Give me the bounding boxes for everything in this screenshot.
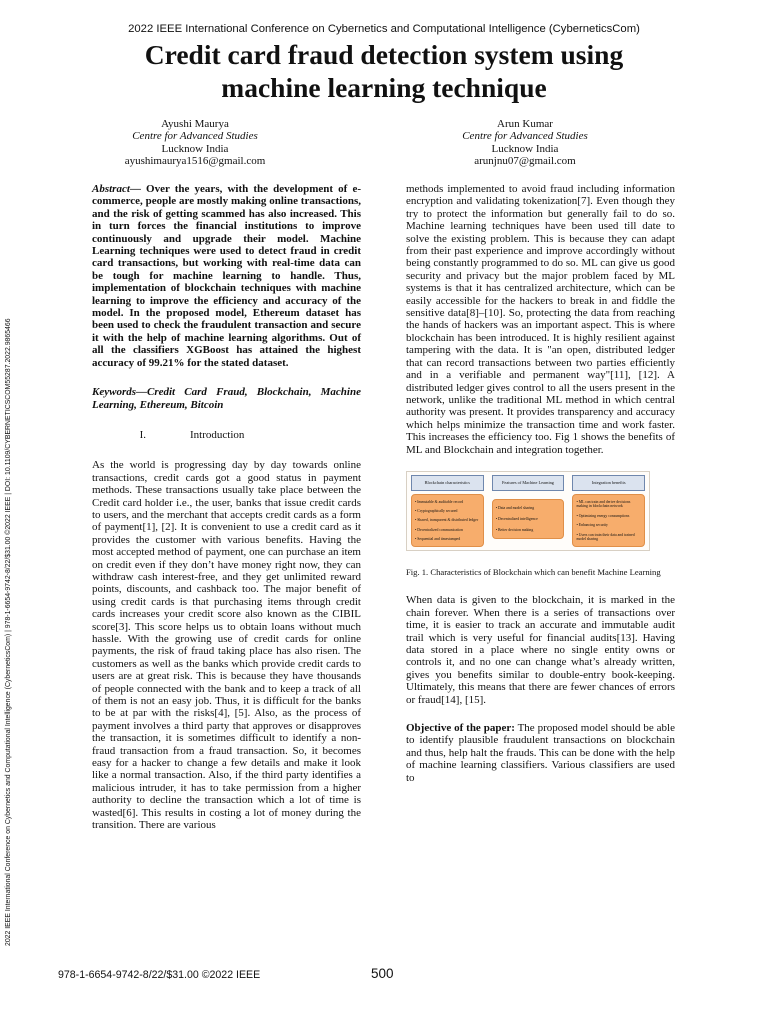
figure-box-title: Blockchain characteristics [411, 475, 484, 491]
paper-title-line2: machine learning technique [221, 72, 547, 103]
keywords: Keywords—Credit Card Fraud, Blockchain, Machine Learning, Ethereum, Bitcoin [92, 386, 361, 411]
figure-item: • Decentralized intelligence [496, 517, 561, 521]
author-location: Lucknow India [161, 142, 229, 155]
objective-label: Objective of the paper: [406, 722, 515, 734]
figure-box-blockchain [411, 475, 484, 547]
objective-text: The proposed model should be able to identify plausible fraudulent transactions on blockchain and thus, help halt the frauds. This can be done with the help of machine learning classifiers. Various classifiers are used to [406, 722, 675, 784]
figure-item: • Better decision making [496, 528, 561, 532]
author-email: arunjnu07@gmail.com [474, 154, 576, 167]
figure-item: • Cryptographically secured [415, 509, 480, 513]
figure-item: • Immutable & auditable record [415, 500, 480, 504]
section-title: Introduction [190, 428, 245, 441]
left-column [92, 183, 361, 832]
author-location: Lucknow India [491, 142, 559, 155]
figure-box-ml [492, 475, 565, 547]
figure-item: • Shared, transparent & distributed ledger [415, 518, 480, 522]
section-heading [92, 429, 361, 441]
paper-title-line1: Credit card fraud detection system using [144, 39, 624, 70]
section-number: I. [139, 428, 146, 441]
right-paragraph-2: When data is given to the blockchain, it is marked in the chain forever. When there is a series of transactions over time, it is easier to track an accurate and immutable audit trail which is very useful for financial audits[13]. Having data stored in a place where no single entity owns or controls it, and no one can change what’s already written, gives you benefits similar to double-entry book-keeping. Ultimately, this means that there are fewer chances of errors or fraud[14], [15]. [406, 594, 675, 706]
abstract-text: — Over the years, with the development of e-commerce, people are mostly making online transactions, and the risk of getting scammed has also increased. This in turn forces the financial institutions to improve continuously and upgrade their model. Machine Learning techniques were used to detect fraud in credit card transactions, but working with real-time data can be tough for machine learning to handle. Thus, implementation of blockchain techniques with machine learning to improve the efficiency and accuracy of the model. In the proposed model, Ethereum dataset has been used to check the fraudulent transaction and secure it with the help of machine learning algorithms. Out of all the classifiers XGBoost has attained the highest accuracy of 99.21% for the stated dataset. [92, 183, 361, 369]
figure-item: • Sequential and timestamped [415, 537, 480, 541]
author-name: Arun Kumar [497, 118, 553, 130]
intro-paragraph: As the world is progressing day by day towards online transactions, credit cards got a good status in payment methods. These transactions usually take place between the Credit card holder i.e., the user, banks that issue credit cards to users, and the merchant that accepts credit cards as a form of payment[1], [2]. It is convenient to use a credit card as it provides the customer with various benefits. Having the most accepted method of payment, one can purchase an item on credit even if they don’t have money right now, they can withdraw cash interest-free, and they get unlimited reward points, discounts, and cashback too. The major benefit of using credit cards is that purchasing items through credit cards increases your credit score also known as the CIBIL score[3]. This score helps us to obtain loans without much hassle. With the growing use of credit cards for online payments, the risk of fraud taking place has also risen. The customers as well as the banks which provide credit cards to users are at great risk. This is because they have thousands of people connected with the bank and to keep a track of all of them is not an easy job. Thus, it is difficult for the banks to be at par with the risks[4], [5]. Also, as the process of payment involves a third party that approves or disapproves the transaction, it is sometimes difficult to identify a non-fraud transaction from a fraud transaction. So, it becomes easy for a hacker to change a few details and make it look like a normal transaction. Also, if the third party identifies a malicious intruder, it has to take permission from a higher authority to decline the transaction which a lot of time is wasted[6]. This results in costing a lot of money during the transition. There are various [92, 459, 361, 832]
figure-item: • ML can train and derive decisions making in blockchain network [576, 500, 641, 509]
figure-item: • Data and model sharing [496, 506, 561, 510]
doi-sidebar: 2022 IEEE International Conference on Cybernetics and Computational Intelligence (CyberneticsCom) | 978-1-6654-9742-8/22/$31.00 ©2022 IEEE | DOI: 10.1109/CYBERNETICSCOM55287.2022.9865466 [5, 318, 12, 946]
author-block-2 [385, 118, 665, 167]
figure-box-body [572, 494, 645, 547]
right-column [406, 183, 675, 784]
abstract-lead: Abstract [92, 183, 130, 195]
figure-caption: Fig. 1. Characteristics of Blockchain which can benefit Machine Learning [406, 566, 661, 577]
figure-item: • Decentralized communication [415, 528, 480, 532]
author-affiliation: Centre for Advanced Studies [462, 130, 588, 143]
figure-item: • Optimizing energy consumptions [576, 514, 641, 518]
abstract [92, 183, 361, 369]
conference-header: 2022 IEEE International Conference on Cybernetics and Computational Intelligence (CyberneticsCom) [128, 23, 640, 35]
paper-title [0, 38, 768, 104]
author-email: ayushimaurya1516@gmail.com [124, 154, 266, 167]
figure-item: • Enhancing security [576, 523, 641, 527]
figure-box-title: Integration benefits [572, 475, 645, 491]
figure-box-body [411, 494, 484, 547]
figure-1 [406, 471, 650, 551]
footer-isbn: 978-1-6654-9742-8/22/$31.00 ©2022 IEEE [58, 969, 261, 981]
figure-box-body [492, 499, 565, 539]
page-number: 500 [371, 966, 394, 981]
objective-paragraph [406, 722, 675, 784]
figure-item: • Users can train their data and trained model sharing [576, 533, 641, 542]
author-name: Ayushi Maurya [161, 118, 229, 130]
author-block-1 [55, 118, 335, 167]
author-affiliation: Centre for Advanced Studies [132, 130, 258, 143]
figure-box-title: Features of Machine Learning [492, 475, 565, 491]
right-paragraph-1: methods implemented to avoid fraud including information encryption and validating tokenization[7]. Even though they try to protect the information but generally fail to do so. Machine learning techniques have been used till date to solve the existing problem. This is because they can adapt from their past experience and improve accordingly without being constantly programmed to do so. ML can give us good security and privacy but the major problem faced by ML systems is that it has centralized architecture, which can be easily accessible for the hackers to break in and fiddle the sensitive data[8]–[10]. So, protecting the data from reaching the hands of hackers was an important aspect. This is where blockchain has been introduced. It is highly resilient against tampering with the data. It is "an open, distributed ledger that can record transactions between two parties efficiently and in a verifiable and permanent way"[11], [12]. A distributed ledger gives control to all the users present in the network, unlike the traditional ML method in which central authority was present. It provides transparency and accuracy which helps minimize the transaction time and work faster. This increases the efficiency too. Fig 1 shows the benefits of ML and Blockchain and integration together. [406, 183, 675, 456]
figure-box-integration [572, 475, 645, 547]
